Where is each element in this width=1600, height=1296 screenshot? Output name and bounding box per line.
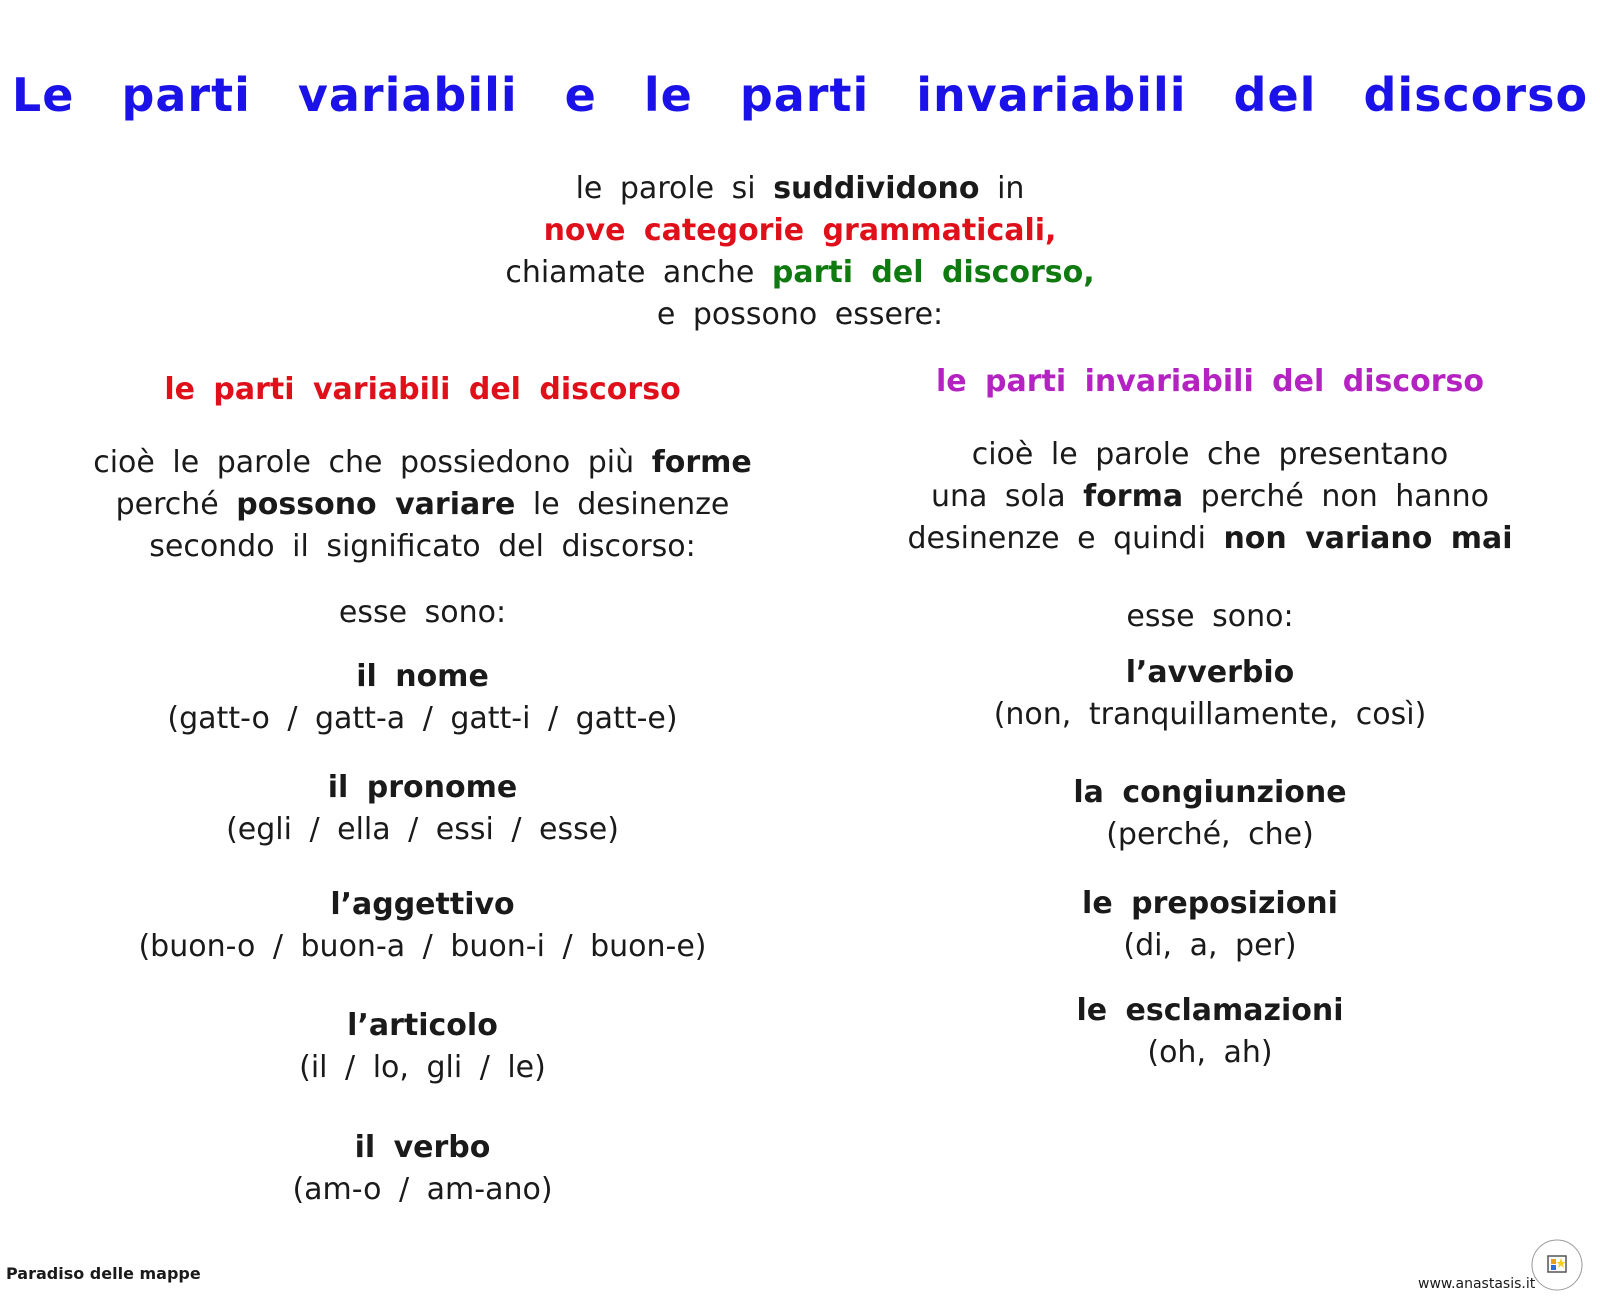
variable-item-verbo: il verbo (am-o / am-ano) bbox=[292, 1130, 553, 1207]
invariable-esse-sono: esse sono: bbox=[1126, 599, 1294, 634]
intro-line-1: le parole si suddividono in bbox=[575, 171, 1025, 206]
invariable-description: cioè le parole che presentano una sola forma perché non hanno desinenze e quindi non variano mai bbox=[907, 437, 1513, 556]
variable-description: cioè le parole che possiedono più forme perché possono variare le desinenze secondo il significato del discorso: bbox=[93, 445, 752, 564]
supermappe-logo bbox=[1530, 1238, 1584, 1292]
intro-line-2: nove categorie grammaticali, bbox=[543, 213, 1057, 248]
invariable-item-avverbio: l’avverbio (non, tranquillamente, così) bbox=[993, 655, 1427, 732]
page-title: Le parti variabili e le parti invariabili del discorso bbox=[11, 68, 1589, 122]
invariable-item-preposizioni: le preposizioni (di, a, per) bbox=[1082, 886, 1338, 963]
variable-esse-sono: esse sono: bbox=[338, 595, 507, 630]
invariable-item-esclamazioni: le esclamazioni (oh, ah) bbox=[1076, 993, 1344, 1070]
footer-brand: Paradiso delle mappe bbox=[6, 1264, 201, 1283]
intro-line-3: chiamate anche parti del discorso, bbox=[505, 255, 1095, 290]
variable-item-articolo: l’articolo (il / lo, gli / le) bbox=[299, 1008, 546, 1085]
variable-item-nome: il nome (gatt-o / gatt-a / gatt-i / gatt-e) bbox=[167, 659, 678, 736]
invariable-item-congiunzione: la congiunzione (perché, che) bbox=[1073, 775, 1347, 852]
intro-text bbox=[0, 168, 1600, 336]
variable-item-pronome: il pronome (egli / ella / essi / esse) bbox=[226, 770, 619, 847]
intro-line-4: e possono essere: bbox=[656, 297, 944, 332]
variable-item-aggettivo: l’aggettivo (buon-o / buon-a / buon-i / buon-e) bbox=[138, 887, 707, 964]
invariable-heading: le parti invariabili del discorso bbox=[935, 364, 1484, 399]
footer-website: www.anastasis.it bbox=[1418, 1276, 1536, 1292]
variable-heading: le parti variabili del discorso bbox=[164, 372, 681, 407]
